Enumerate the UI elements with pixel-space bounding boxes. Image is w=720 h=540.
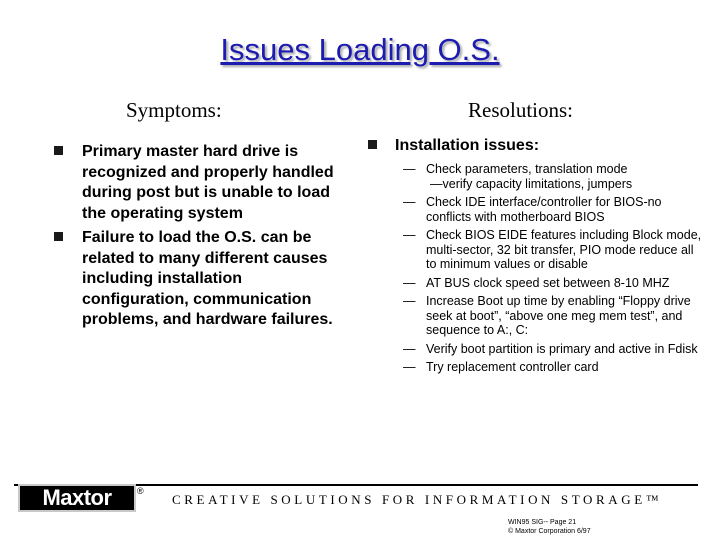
resolution-text: Verify boot partition is primary and active in Fdisk [426, 341, 698, 356]
dash-icon: — [403, 195, 416, 209]
resolution-text: AT BUS clock speed set between 8-10 MHZ [426, 275, 670, 290]
symptom-text: Primary master hard drive is recognized and properly handled during post but is unable to load the operating system [82, 143, 334, 222]
symptom-item [52, 228, 352, 331]
symptom-item [52, 142, 352, 224]
dash-icon: — [403, 360, 416, 374]
footer-copyright: © Maxtor Corporation 6/97 [508, 528, 591, 535]
square-bullet-icon [368, 140, 377, 149]
resolution-text: Check BIOS EIDE features including Block mode, multi-sector, 32 bit transfer, PIO mode reduce all to minimum values or disable [426, 228, 702, 271]
resolution-sub-item [400, 195, 705, 224]
dash-icon: — [403, 341, 416, 356]
footer-tagline: CREATIVE SOLUTIONS FOR INFORMATION STORAGE™ [172, 492, 663, 507]
resolution-text: Increase Boot up time by enabling “Floppy drive seek at boot”, “above one meg mem test”, and sequence to A:, C: [426, 294, 691, 337]
resolution-sub-item [400, 294, 705, 338]
resolution-text: Check IDE interface/controller for BIOS-no conflicts with motherboard BIOS [426, 195, 662, 224]
resolutions-heading: Resolutions: [468, 98, 574, 122]
dash-icon: — [403, 275, 416, 290]
registered-mark: ® [137, 486, 144, 496]
resolutions-bullet [366, 136, 706, 161]
footer-page-info: WIN95 SIG-- Page 21 [508, 519, 577, 526]
symptoms-heading: Symptoms: [126, 98, 222, 122]
square-bullet-icon [54, 232, 63, 241]
dash-icon: — [403, 228, 416, 242]
resolution-sub-item [400, 228, 705, 272]
resolution-sub-item [400, 162, 705, 191]
dash-icon: — [403, 162, 416, 176]
slide-title: Issues Loading O.S. [220, 32, 500, 67]
resolution-bullet-item [366, 136, 706, 157]
resolution-sub-list [400, 162, 705, 379]
resolution-indented-text: —verify capacity limitations, jumpers [430, 176, 633, 191]
maxtor-logo: Maxtor [18, 484, 136, 512]
resolution-sub-item [400, 276, 705, 291]
resolution-sub-item [400, 360, 705, 375]
resolution-sub-item [400, 342, 705, 357]
symptom-text: Failure to load the O.S. can be related to many different causes including installation configuration, communication problems, and hardware failures. [82, 229, 333, 328]
resolution-text: Check parameters, translation mode [426, 162, 628, 176]
resolution-bullet-text: Installation issues: [395, 137, 540, 154]
dash-icon: — [403, 294, 416, 308]
symptoms-list [52, 142, 352, 335]
square-bullet-icon [54, 146, 63, 155]
footer-meta [508, 518, 591, 536]
resolution-text: Try replacement controller card [426, 360, 599, 374]
